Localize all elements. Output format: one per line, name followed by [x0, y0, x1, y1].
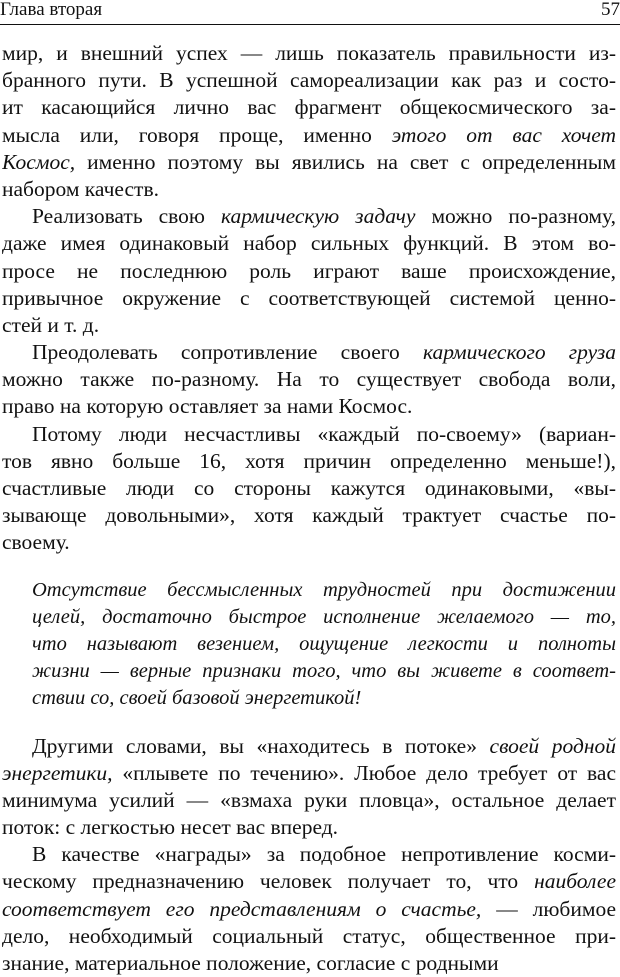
text-line — [2, 448, 616, 475]
text-line — [2, 421, 616, 448]
paragraph — [2, 733, 616, 842]
text-line — [2, 366, 616, 393]
text-line — [2, 230, 616, 257]
text-line — [2, 896, 616, 923]
text-line — [2, 733, 616, 760]
spacer — [2, 557, 616, 577]
text-run: просе не последнюю роль играют ваше происхождение, — [2, 259, 616, 283]
text-run: Реализовать свою — [32, 204, 221, 228]
text-run: счастливые люди со стороны кажутся одинаковыми, «вы- — [2, 476, 616, 500]
text-run: поток: с легкостью несет вас вперед. — [2, 815, 338, 839]
header-rule — [0, 24, 620, 25]
spacer — [2, 713, 616, 733]
highlighted-quote — [2, 577, 616, 713]
chapter-title: Глава вторая — [0, 0, 102, 20]
text-run: Преодолевать сопротивление своего — [32, 340, 423, 364]
italic-run: соответствует его представлениям о счастье, — [2, 897, 481, 921]
quote-line: что называют везением, ощущение легкости и полноты — [32, 631, 616, 658]
paragraph — [2, 421, 616, 557]
text-line — [2, 339, 616, 366]
text-run: ит касающийся лично вас фрагмент общекосмического за- — [2, 95, 616, 119]
text-line — [2, 502, 616, 529]
quote-line: ствии со, своей базовой энергетикой! — [32, 685, 616, 712]
text-run: можно также по-разному. На то существует свобода воли, — [2, 367, 616, 391]
text-line — [2, 203, 616, 230]
text-run: ческому предназначению человек получает то, что — [2, 869, 534, 893]
quote-line: жизни — верные признаки того, что вы живете в соответ- — [32, 658, 616, 685]
text-run: Потому люди несчастливы «каждый по-своему» (вариан- — [32, 422, 616, 446]
text-run: право на которую оставляет за нами Космос. — [2, 394, 412, 418]
page-body — [2, 40, 616, 977]
text-run: Другими словами, вы «находитесь в потоке» — [32, 734, 490, 758]
italic-run: наиболее — [534, 869, 616, 893]
running-header — [0, 0, 620, 22]
quote-line: Отсутствие бессмысленных трудностей при достижении — [32, 577, 616, 604]
text-line — [2, 149, 616, 176]
text-run: «плывете по течению». Любое дело требует от вас — [113, 761, 616, 785]
paragraph — [2, 203, 616, 339]
text-run: мысла или, говоря проще, именно — [2, 123, 392, 147]
italic-run: своей родной — [490, 734, 616, 758]
text-run: привычное окружение с соответствующей системой ценно- — [2, 286, 616, 310]
text-line — [2, 787, 616, 814]
text-run: тов явно больше 16, хотя причин определенно меньше!), — [2, 449, 616, 473]
text-run: минимума усилий — «взмаха руки пловца», остальное делает — [2, 788, 616, 812]
text-line — [2, 94, 616, 121]
paragraph — [2, 339, 616, 421]
text-after-quote — [2, 733, 616, 977]
quote-line: целей, достаточно быстрое исполнение желаемого — то, — [32, 604, 616, 631]
paragraph — [2, 40, 616, 203]
text-run: зывающе довольными», хотя каждый трактует счастье по- — [2, 503, 616, 527]
page-number: 57 — [601, 0, 620, 20]
text-line — [2, 122, 616, 149]
text-run: можно по-разному, — [415, 204, 616, 228]
text-run: своему. — [2, 530, 70, 554]
text-line — [2, 475, 616, 502]
text-run: дело, необходимый социальный статус, общественное при- — [2, 924, 616, 948]
text-line — [2, 814, 616, 841]
text-line — [2, 950, 616, 977]
text-run: именно поэтому вы явились на свет с определенным — [75, 150, 616, 174]
text-line — [2, 393, 616, 420]
italic-run: Космос, — [2, 150, 75, 174]
text-line — [2, 40, 616, 67]
italic-run: кармического груза — [423, 340, 616, 364]
text-line — [2, 529, 616, 556]
text-line — [2, 312, 616, 339]
text-line — [2, 760, 616, 787]
text-line — [2, 176, 616, 203]
text-run: стей и т. д. — [2, 313, 99, 337]
text-run: мир, и внешний успех — лишь показатель правильности из- — [2, 41, 616, 65]
text-run: знание, материальное положение, согласие с родными — [2, 951, 499, 975]
text-line — [2, 258, 616, 285]
paragraph — [2, 841, 616, 977]
text-run: даже имея одинаковый набор сильных функций. В этом во- — [2, 231, 616, 255]
italic-run: кармическую задачу — [221, 204, 416, 228]
text-run: — любимое — [481, 897, 616, 921]
text-line — [2, 923, 616, 950]
text-line — [2, 841, 616, 868]
text-before-quote — [2, 40, 616, 557]
text-line — [2, 285, 616, 312]
italic-run: энергетики, — [2, 761, 113, 785]
text-run: бранного пути. В успешной самореализации как раз и состо- — [2, 68, 616, 92]
text-run: В качестве «награды» за подобное непротивление косми- — [32, 842, 616, 866]
text-run: набором качеств. — [2, 177, 159, 201]
text-line — [2, 67, 616, 94]
text-line — [2, 868, 616, 895]
italic-run: этого от вас хочет — [392, 123, 616, 147]
